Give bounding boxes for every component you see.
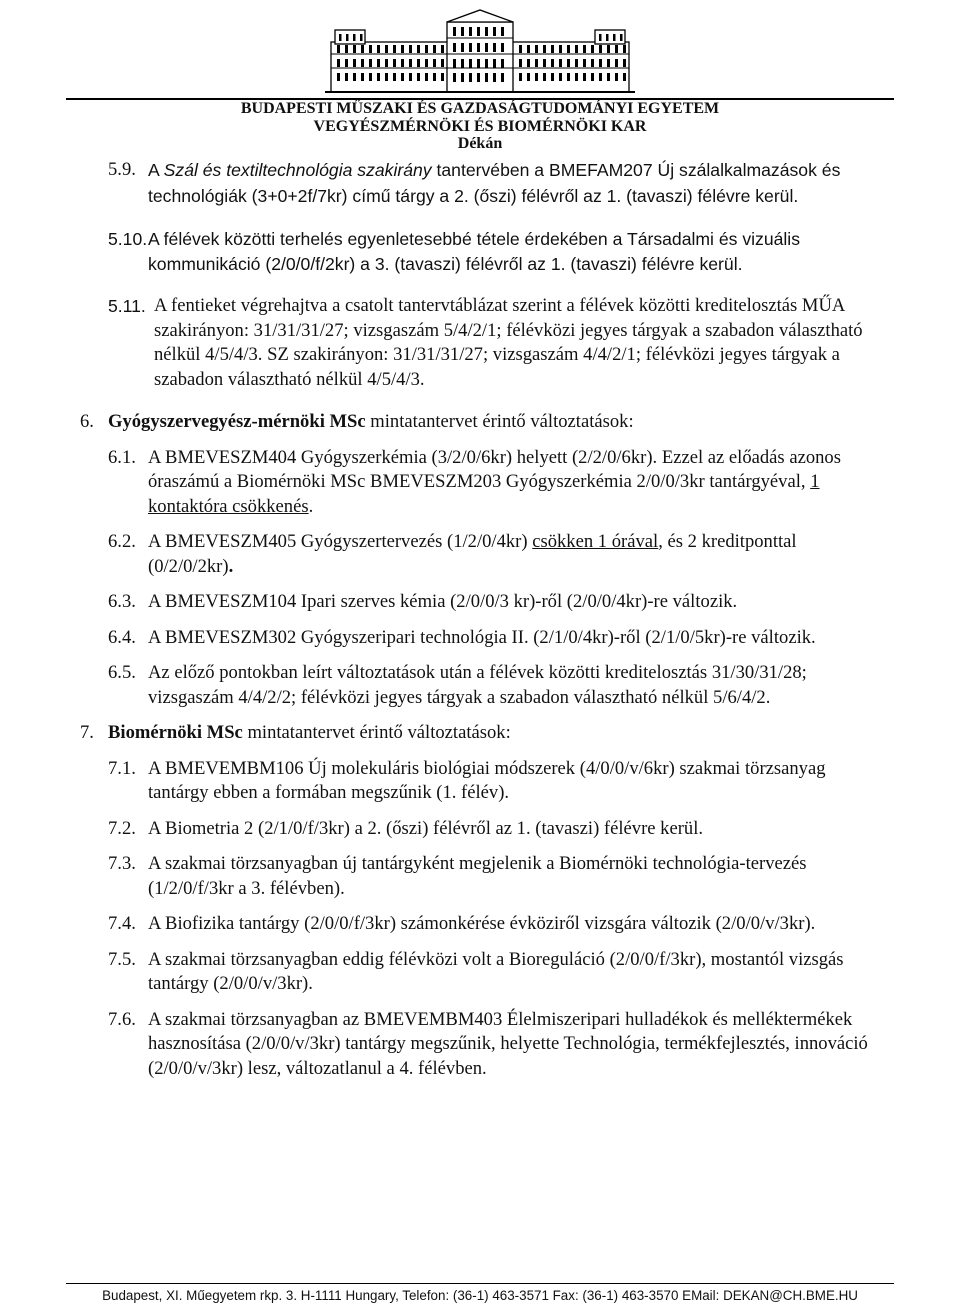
- item-number: 5.11.: [108, 296, 146, 316]
- letterhead: [0, 100, 960, 153]
- section-number: 6.: [80, 411, 94, 432]
- item-number: 6.3.: [108, 591, 136, 612]
- footer-divider: [66, 1283, 894, 1284]
- item-5-9: 5.9. A Szál és textiltechnológia szakirány tantervében a BMEFAM207 Új szálalkalmazások és technológiák (3+0+2f/7kr) című tárgy a 2. (őszi) félévről az 1. (tavaszi) félévre kerül.: [108, 159, 841, 206]
- item-number: 6.1.: [108, 446, 136, 468]
- item-number: 7.1.: [108, 757, 136, 779]
- university-building-logo: [321, 8, 639, 98]
- item-7-6: 7.6. A szakmai törzsanyagban az BMEVEMBM403 Élelmiszeripari hulladékok és melléktermékek hasznosítása (2/0/0/v/3kr) tantárgy megszűnik, helyette Technológia, termékfejlesztés, innováció (2/0/0/v/3kr) lesz, változatlanul a 4. félévben.: [108, 1008, 868, 1079]
- item-number: 7.6.: [108, 1008, 136, 1030]
- underlined-change: csökken 1 órával: [532, 531, 659, 552]
- item-6-5: 6.5. Az előző pontokban leírt változtatások után a félévek közötti kreditelosztás 31/30/31/28; vizsgaszám 4/4/2/2; félévközi jegyes tárgyak a szabadon választható nélkül 5/6/4/2.: [108, 662, 807, 708]
- item-number: 6.2.: [108, 531, 136, 552]
- university-name: BUDAPESTI MŰSZAKI ÉS GAZDASÁGTUDOMÁNYI EGYETEM: [240, 100, 720, 117]
- item-7-5: 7.5. A szakmai törzsanyagban eddig félévközi volt a Bioreguláció (2/0/0/f/3kr), mostantól vizsgás tantárgy (2/0/0/v/3kr).: [108, 948, 844, 994]
- item-7-3: 7.3. A szakmai törzsanyagban új tantárgyként megjelenik a Biomérnöki technológia-tervezés (1/2/0/f/3kr a 3. félévben).: [108, 853, 807, 899]
- program-name: Biomérnöki MSc: [108, 722, 243, 743]
- item-number: 7.5.: [108, 948, 136, 970]
- faculty-name: VEGYÉSZMÉRNÖKI ÉS BIOMÉRNÖKI KAR: [313, 117, 647, 135]
- item-number: 5.10.: [108, 229, 148, 249]
- item-number: 6.4.: [108, 626, 136, 648]
- footer-address: Budapest, XI. Műegyetem rkp. 3. H-1111 Hungary, Telefon: (36-1) 463-3571 Fax: (36-1) 463-3570 EMail: DEKAN@CH.BME.HU: [102, 1288, 858, 1303]
- underlined-change: 1 kontaktóra csökkenés: [148, 471, 820, 517]
- item-6-4: 6.4. A BMEVESZM302 Gyógyszeripari technológia II. (2/1/0/4kr)-ről (2/1/0/5kr)-re változik.: [0, 626, 960, 651]
- item-6-3: 6.3. A BMEVESZM104 Ipari szerves kémia (2/0/0/3 kr)-ről (2/0/0/4kr)-re változik.: [0, 590, 960, 615]
- item-6-1: 6.1. A BMEVESZM404 Gyógyszerkémia (3/2/0/6kr) helyett (2/2/0/6kr). Ezzel az előadás azonos óraszámú a Biomérnöki MSc BMEVESZM203 Gyógyszerkémia 2/0/0/3kr tantárgyéval, 1 kontaktóra csökkenés.: [108, 446, 841, 517]
- office-name: Dékán: [457, 135, 503, 152]
- item-5-10: 5.10. A félévek közötti terhelés egyenletesebbé tétele érdekében a Társadalmi és vizuális kommunikáció (2/0/0/f/2kr) a 3. (tavaszi) félévről az 1. (tavaszi) félévre kerül.: [108, 229, 801, 274]
- item-5-11: 5.11. A fentieket végrehajtva a csatolt tantervtáblázat szerint a félévek közötti kreditelosztás MŰA szakirányon: 31/31/31/27; vizsgaszám 5/4/2/1; félévközi jegyes tárgyak a szabadon választható nélkül 4/5/4/3. SZ szakirányon: 31/31/31/27; vizsgaszám 4/4/2/1; félévközi jegyes tárgyak a szabadon választható nélkül 4/5/4/3.: [108, 295, 863, 390]
- specialization-name: Szál és textiltechnológia szakirány: [163, 160, 432, 180]
- item-number: 5.9.: [108, 159, 136, 180]
- item-number: 6.5.: [108, 662, 136, 683]
- item-number: 7.4.: [108, 913, 136, 934]
- item-7-4: 7.4. A Biofizika tantárgy (2/0/0/f/3kr) számonkérése évköziről vizsgára változik (2/0/0/v/3kr).: [0, 912, 960, 937]
- section-number: 7.: [80, 722, 94, 743]
- item-number: 7.2.: [108, 817, 136, 839]
- section-7-heading: 7. Biomérnöki MSc mintatantervet érintő változtatások:: [0, 721, 960, 746]
- item-number: 7.3.: [108, 853, 136, 874]
- item-6-2: 6.2. A BMEVESZM405 Gyógyszertervezés (1/2/0/4kr) csökken 1 órával, és 2 kreditponttal (0/2/0/2kr).: [108, 531, 797, 577]
- program-name: Gyógyszervegyész-mérnöki MSc: [108, 411, 366, 432]
- item-7-1: 7.1. A BMEVEMBM106 Új molekuláris biológiai módszerek (4/0/0/v/6kr) szakmai törzsanyag tantárgy ebben a formában megszűnik (1. félév).: [108, 757, 826, 803]
- document-body: [0, 158, 960, 1081]
- section-6-heading: 6. Gyógyszervegyész-mérnöki MSc mintatantervet érintő változtatások:: [0, 410, 960, 435]
- item-7-2: 7.2. A Biometria 2 (2/1/0/f/3kr) a 2. (őszi) félévről az 1. (tavaszi) félévre kerül.: [0, 817, 960, 842]
